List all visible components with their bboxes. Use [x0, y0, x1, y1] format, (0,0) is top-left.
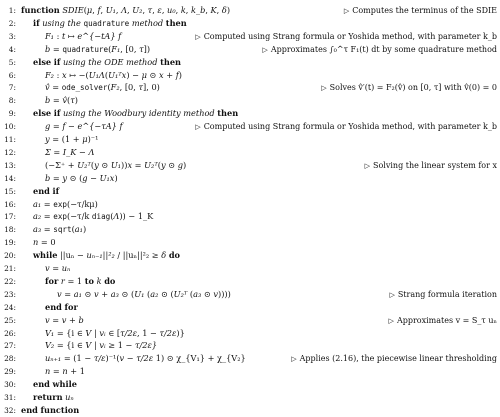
line-number: 7: [8, 83, 16, 93]
line-code: F₁ : t ↦ e^{−tA} f [45, 30, 122, 41]
comment-text: Strang formula iteration [397, 289, 497, 299]
line-code: Σ = I_K − Λ [45, 146, 95, 157]
comment-triangle-icon: ▷ [388, 316, 394, 325]
algorithm-line [0, 4, 500, 17]
comment-triangle-icon: ▷ [343, 7, 350, 15]
algorithm-line [0, 365, 500, 378]
algorithm-line [0, 352, 500, 365]
line-code: v = uₙ [45, 263, 71, 273]
line-number: 24: [4, 302, 16, 312]
line-comment [195, 120, 497, 134]
line-code: a₁ = exp(−τ/kμ) [33, 198, 98, 209]
algorithm-line [0, 56, 500, 69]
line-code: a₂ = exp(−τ/k diag(Λ)) − 1_K [33, 211, 154, 222]
line-number: 31: [4, 393, 16, 402]
line-code: end function [21, 404, 80, 415]
algorithm-line [0, 185, 500, 198]
line-number: 6: [8, 70, 16, 80]
comment-triangle-icon: ▷ [321, 84, 327, 93]
line-number: 10: [4, 122, 16, 132]
line-code: else if using the ODE method then [33, 56, 181, 67]
line-number: 20: [4, 251, 16, 261]
line-comment [195, 30, 497, 44]
line-number: 12: [4, 147, 16, 157]
algorithm-line [0, 210, 500, 223]
line-number: 17: [4, 212, 16, 222]
comment-text: Solving the linear system for x [373, 160, 497, 170]
line-number: 14: [4, 173, 16, 183]
comment-text: Applies (2.16), the piecewise linear thresholding [299, 354, 497, 364]
line-code: b = v̂(τ) [45, 95, 78, 106]
line-number: 30: [4, 380, 16, 390]
line-code: if using the quadrature method then [33, 17, 187, 28]
line-code: g = f − e^{−τA} f [45, 121, 123, 132]
algorithm-line [0, 133, 500, 146]
line-code: function SDIE(μ, f, U₁, Λ, U₂, τ, ε, u₀, k, k_b, K, δ) [21, 5, 231, 15]
line-code: end if [33, 185, 60, 196]
comment-triangle-icon: ▷ [389, 290, 395, 299]
line-code: return uₙ [33, 392, 74, 402]
comment-triangle-icon: ▷ [291, 355, 297, 364]
algorithm-line [0, 314, 500, 327]
line-code: end for [45, 301, 78, 312]
line-code: for r = 1 to k do [45, 275, 116, 286]
comment-text: Computes the terminus of the SDIE [352, 6, 497, 15]
line-code: end while [33, 379, 77, 390]
line-comment [344, 4, 497, 18]
comment-text: Computed using Strang formula or Yoshida method, with parameter k_b [203, 31, 497, 41]
algorithm-line [0, 159, 500, 172]
line-code: V₁ = {i ∈ V | vᵢ ∈ [τ/2ε, 1 − τ/2ε)} [45, 327, 185, 338]
line-number: 8: [8, 96, 16, 106]
comment-triangle-icon: ▷ [364, 161, 370, 170]
line-code: (−Σ⁺ + U₂ᵀ(y ⊙ U₁))x = U₂ᵀ(y ⊙ g) [45, 159, 187, 170]
line-code: y = (1 + μ)⁻¹ [45, 134, 99, 144]
algorithm-line [0, 327, 500, 340]
algorithm-line [0, 107, 500, 120]
line-number: 21: [4, 264, 16, 273]
line-comment [321, 81, 497, 95]
algorithm-line [0, 301, 500, 314]
algorithm-line [0, 249, 500, 262]
algorithm-line [0, 288, 500, 301]
line-number: 18: [4, 225, 16, 235]
algorithm-line [0, 120, 500, 133]
algorithm-line [0, 81, 500, 94]
line-number: 25: [4, 315, 16, 325]
line-code: uₙ₊₁ = (1 − τ/ε)⁻¹(v − τ/2ε 1) ⊙ χ_{V₁} + χ_{V₂} [45, 353, 246, 364]
line-comment [389, 314, 497, 328]
line-code: b = quadrature(F₁, [0, τ]) [45, 43, 151, 54]
line-number: 15: [4, 186, 16, 196]
algorithm-line [0, 339, 500, 352]
line-number: 2: [8, 18, 16, 28]
line-number: 9: [8, 109, 16, 119]
line-number: 11: [4, 135, 16, 144]
line-code: v = a₁ ⊙ v + a₃ ⊙ (U₁ (a₂ ⊙ (U₂ᵀ (a₃ ⊙ v)))) [57, 288, 231, 299]
algorithm-line [0, 275, 500, 288]
algorithm-line [0, 198, 500, 211]
comment-text: Approximates v = S_τ uₙ [396, 315, 497, 325]
algorithm-line [0, 43, 500, 56]
comment-triangle-icon: ▷ [195, 32, 201, 41]
algorithm-line [0, 404, 500, 417]
line-code: V₂ = {i ∈ V | vᵢ ≥ 1 − τ/2ε} [45, 340, 158, 351]
algorithm-line [0, 17, 500, 30]
line-number: 28: [4, 354, 16, 364]
line-code: b = y ⊙ (g − U₁x) [45, 172, 118, 183]
line-number: 4: [8, 44, 16, 54]
line-number: 16: [4, 199, 16, 209]
line-code: else if using the Woodbury identity method then [33, 108, 239, 119]
algorithm-line [0, 378, 500, 391]
line-number: 22: [4, 276, 16, 286]
line-number: 26: [4, 328, 16, 338]
line-comment [389, 288, 497, 302]
line-number: 3: [8, 31, 16, 41]
line-code: a₃ = sqrt(a₁) [33, 224, 87, 235]
line-number: 5: [8, 57, 16, 67]
line-number: 19: [4, 238, 16, 248]
comment-text: Approximates ∫₀^τ F₁(t) dt by some quadrature method [270, 44, 497, 54]
line-code: v̂ = ode_solver(F₂, [0, τ], 0) [45, 82, 160, 93]
line-number: 13: [4, 160, 16, 170]
algorithm-line [0, 262, 500, 275]
comment-text: Solves v̂′(t) = F₂(v̂) on [0, τ] with v̂(0) = 0 [329, 83, 497, 93]
line-number: 23: [4, 289, 16, 299]
line-code: n = 0 [33, 237, 56, 248]
algorithm-line [0, 223, 500, 236]
comment-text: Computed using Strang formula or Yoshida method, with parameter k_b [203, 122, 497, 132]
algorithm-line [0, 69, 500, 82]
algorithm-line [0, 236, 500, 249]
line-code: while ||uₙ − uₙ₋₁||²₂ / ||uₙ||²₂ ≥ δ do [33, 250, 180, 261]
line-number: 29: [4, 367, 16, 377]
line-comment [365, 159, 497, 173]
line-comment [291, 352, 497, 366]
line-comment [262, 43, 497, 57]
algorithm-line [0, 146, 500, 159]
line-number: 27: [4, 341, 16, 351]
line-code: F₂ : x ↦ −(U₁Λ(U₁ᵀx) − μ ⊙ x + f) [45, 69, 182, 80]
algorithm-line [0, 172, 500, 185]
line-number: 1: [8, 6, 16, 15]
comment-triangle-icon: ▷ [195, 123, 201, 132]
line-number: 32: [4, 405, 16, 415]
algorithm-line [0, 94, 500, 107]
line-code: n = n + 1 [45, 366, 85, 377]
algorithm-line [0, 30, 500, 43]
algorithm-line [0, 391, 500, 404]
comment-triangle-icon: ▷ [262, 45, 268, 54]
line-code: v = v + b [45, 314, 84, 325]
